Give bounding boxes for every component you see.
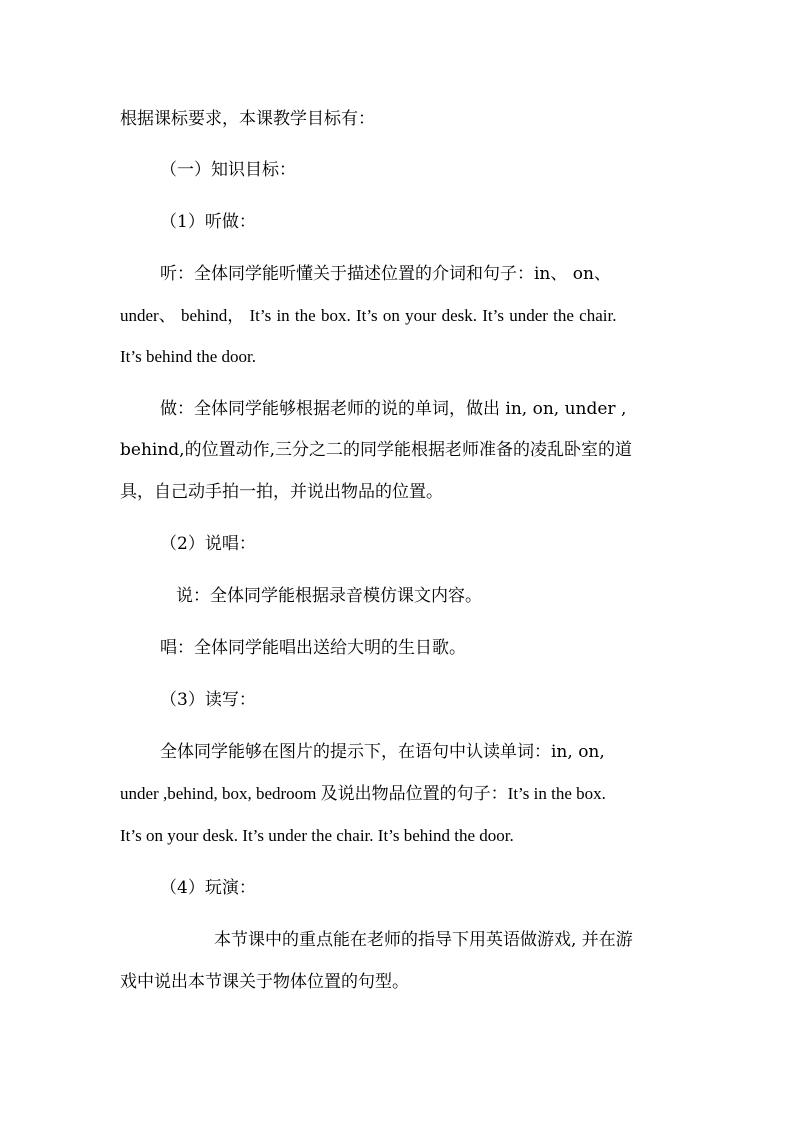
read-write-paragraph-line-1: 全体同学能够在图片的提示下，在语句中认读单词：in, on,	[160, 742, 605, 762]
sing-paragraph: 唱：全体同学能唱出送给大明的生日歌。	[160, 638, 466, 658]
listen-paragraph-line-1: 听：全体同学能听懂关于描述位置的介词和句子：in、 on、	[160, 264, 611, 284]
read-write-paragraph-line-3: It’s on your desk. It’s under the chair. It’s behind the door.	[120, 826, 514, 845]
listen-paragraph-line-3: It’s behind the door.	[120, 347, 256, 366]
subheading-speak-sing: （2）说唱：	[160, 534, 256, 554]
section-heading-knowledge: （一）知识目标：	[160, 160, 296, 180]
speak-paragraph: 说：全体同学能根据录音模仿课文内容。	[176, 586, 482, 606]
subheading-listen-do: （1）听做：	[160, 212, 256, 232]
listen-paragraph-line-2: under、 behind， It’s in the box. It’s on your desk. It’s under the chair.	[120, 306, 617, 325]
do-paragraph-line-2: behind,的位置动作,三分之二的同学能根据老师准备的凌乱卧室的道	[120, 440, 632, 460]
subheading-play-act: （4）玩演：	[160, 878, 256, 898]
read-write-paragraph-line-2: under ,behind, box, bedroom 及说出物品位置的句子：It’s in the box.	[120, 784, 606, 803]
intro-line: 根据课标要求，本课教学目标有：	[120, 109, 375, 129]
play-paragraph-line-1: 本节课中的重点能在老师的指导下用英语做游戏, 并在游	[214, 930, 633, 950]
play-paragraph-line-2: 戏中说出本节课关于物体位置的句型。	[120, 972, 409, 992]
do-paragraph-line-3: 具，自己动手拍一拍，并说出物品的位置。	[120, 482, 443, 502]
subheading-read-write: （3）读写：	[160, 690, 256, 710]
do-paragraph-line-1: 做：全体同学能够根据老师的说的单词，做出 in, on, under ,	[160, 399, 627, 419]
